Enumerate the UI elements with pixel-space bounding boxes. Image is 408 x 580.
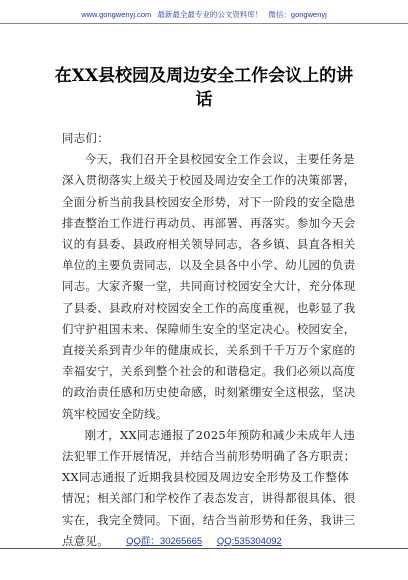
header-divider: [0, 23, 408, 24]
header-slogan: 最新最全最专业的公文资料库！: [157, 10, 263, 19]
paragraph-2: 刚才，XX同志通报了2025年预防和减少未成年人违法犯罪工作开展情况，并结合当前形势明确了各方职责；XX同志通报了近期我县校园及周边安全形势及工作整体情况；相关部门和学校作了表态发言，讲得都很具体、很实在，我完全赞同。下面，结合当前形势和任务，我讲三点意见。: [62, 427, 356, 548]
document-title: 在XX县校园及周边安全工作会议上的讲话: [54, 66, 354, 110]
page-footer: [0, 533, 408, 547]
footer-divider: [0, 548, 408, 549]
greeting: 同志们：: [62, 131, 109, 145]
document-body: [62, 128, 356, 552]
header-wechat: 微信：gongwenyj: [268, 10, 327, 19]
footer-qq: QQ:535304092: [216, 536, 282, 547]
header-site[interactable]: www.gongwenyj.com: [81, 10, 152, 19]
paragraph-1: 今天，我们召开全县校园安全工作会议，主要任务是深入贯彻落实上级关于校园及周边安全工作的决策部署，全面分析当前我县校园安全形势，对下一阶段的安全隐患排查整治工作进行再动员、再部署、再落实。参加今天会议的有县委、县政府相关领导同志，各乡镇、县直各相关单位的主要负责同志，以及全县各中小学、幼儿园的负责同志。大家齐聚一堂，共同商讨校园安全大计，充分体现了县委、县政府对校园安全工作的高度重视，也彰显了我们守护祖国未来、保障师生安全的坚定决心。校园安全，直接关系到青少年的健康成长，关系到千千万万个家庭的幸福安宁，关系到整个社会的和谐稳定。我们必须以高度的政治责任感和历史使命感，时刻紧绷安全这根弦，坚决筑牢校园安全防线。: [62, 152, 356, 421]
page-header: [0, 9, 408, 20]
footer-qq-group: QQ群：30265665: [126, 536, 203, 547]
